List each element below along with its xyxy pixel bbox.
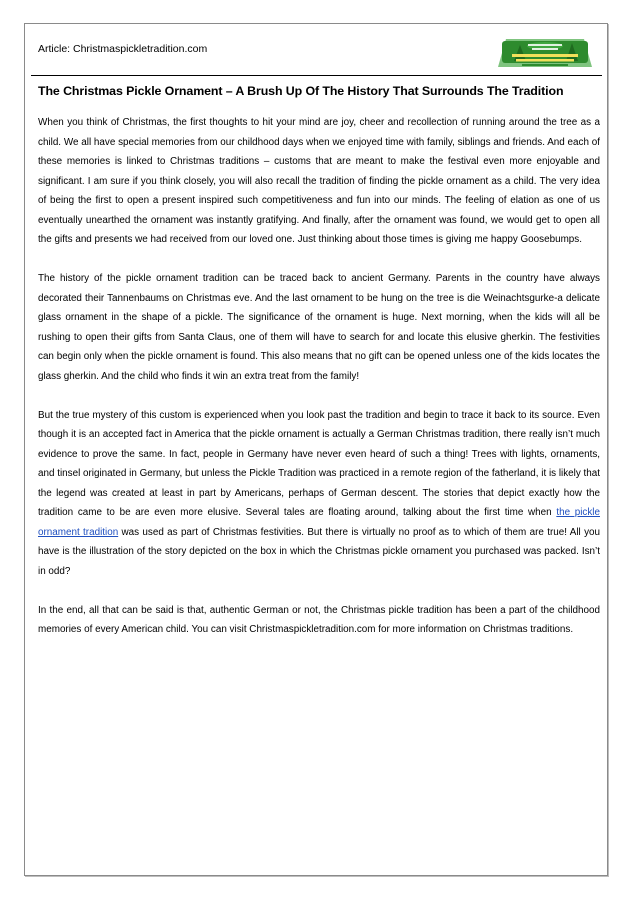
article-body <box>38 113 600 659</box>
article-title: The Christmas Pickle Ornament – A Brush Up Of The History That Surrounds The Tradition <box>38 84 564 98</box>
paragraph-3 <box>38 406 600 582</box>
paragraph-4: In the end, all that can be said is that, authentic German or not, the Christmas pickle tradition has been a part of the childhood memories of every American child. You can visit Christmaspickletradition.com for more information on Christmas traditions. <box>38 604 600 635</box>
christmas-pickle-logo-icon <box>492 31 598 71</box>
paragraph-1: When you think of Christmas, the first thoughts to hit your mind are joy, cheer and recollection of running around the tree as a child. We all have special memories from our childhood days when we enjoyed time with family, siblings and friends. And each of these memories is linked to Christmas traditions – customs that are meant to make the festival even more enjoyable and significant. I am sure if you think closely, you will also recall the tradition of finding the pickle ornament as a child. The very idea of being the first to open a present inspired such competitiveness and fun into our minds. The feeling of elation as one of us eventually unearthed the ornament was instantly gratifying. And finally, after the ornament was found, we would get to open all the gifts and presents we had received from our loved one. Just thinking about those times is giving me happy Goosebumps. <box>38 117 600 245</box>
paragraph-3-text-start: But the true mystery of this custom is experienced when you look past the tradition and begin to trace it back to its source. Even though it is an accepted fact in America that the pickle ornament is actually a German Christmas tradition, there really isn’t much evidence to prove the same. In fact, people in Germany have never even heard of such a thing! Trees with lights, ornaments, and tinsel originated in Germany, but unless the Pickle Tradition was practiced in a remote region of the fatherland, it is likely that the legend was created at least in part by Americans, perhaps of German descent. The stories that depict exactly how the tradition came to be are even more elusive. Several tales are floating around, talking about the first time when <box>38 409 600 518</box>
paragraph-2: The history of the pickle ornament tradition can be traced back to ancient Germany. Parents in the country have always decorated their Tannenbaums on Christmas eve. And the last ornament to be hung on the tree is die Weinachtsgurke-a delicate glass ornament in the shape of a pickle. The significance of the ornament is huge. Next morning, when the kids will all be rushing to open their gifts from Santa Claus, one of them will have to search for and locate this elusive gherkin. The festivities can begin only when the pickle ornament is found. This also means that no gift can be opened unless one of the kids locates the glass gherkin. And the child who finds it win an extra treat from the family! <box>38 273 600 382</box>
article-source-label: Article: Christmaspickletradition.com <box>38 43 208 55</box>
paragraph-3-text-end: was used as part of Christmas festivities. But there is virtually no proof as to which of them are true! All you have is the illustration of the story depicted on the box in which the Christmas pickle ornament you purchased was packed. Isn’t in odd? <box>38 526 600 577</box>
header-divider <box>31 75 602 76</box>
pickle-tradition-link[interactable]: the pickle ornament tradition <box>38 507 600 538</box>
